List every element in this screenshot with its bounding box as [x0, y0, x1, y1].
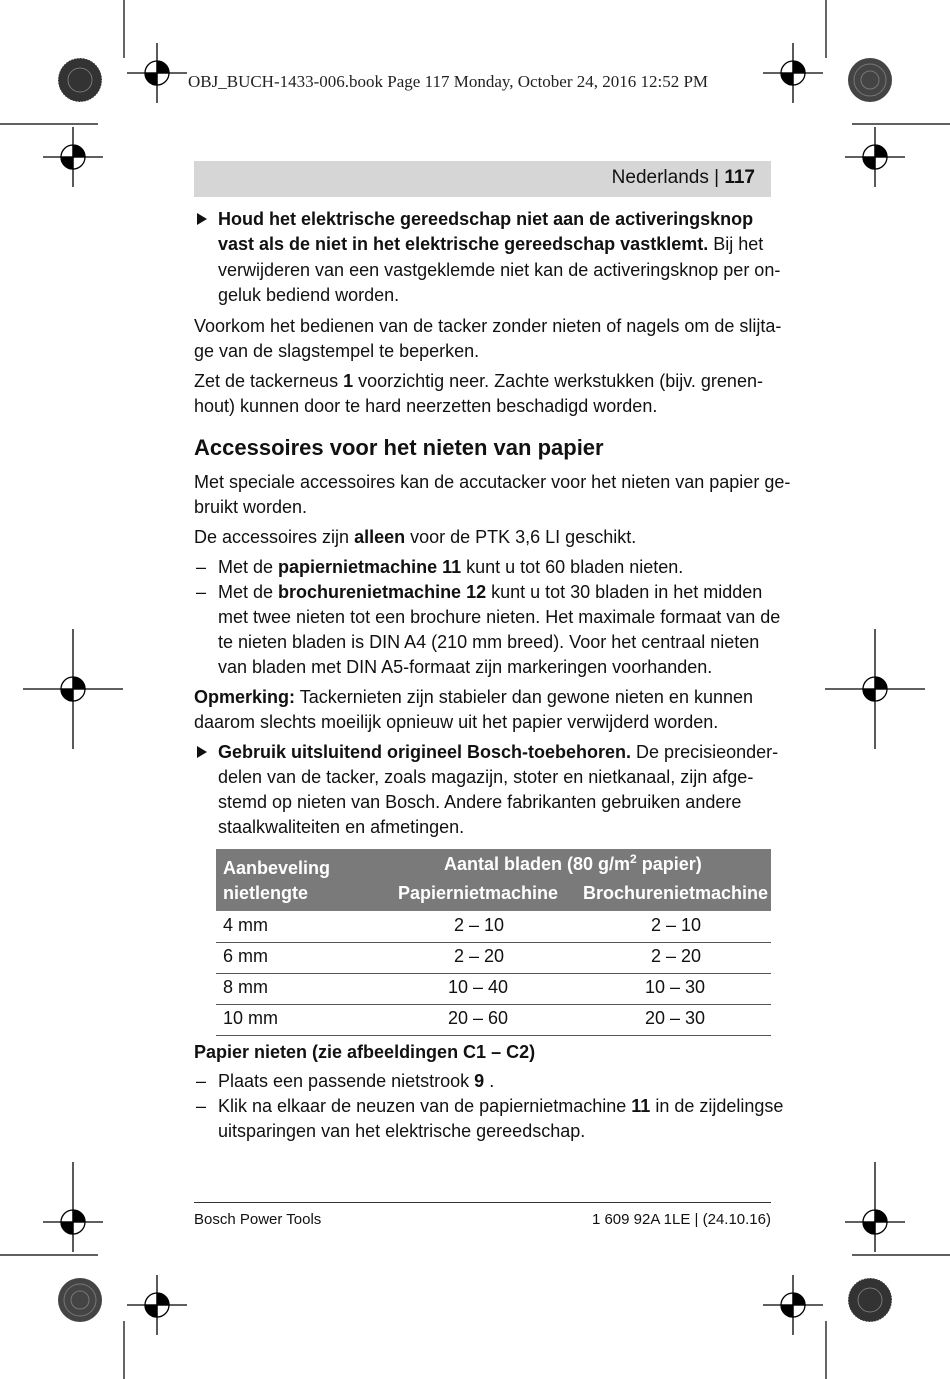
para4: De accessoires zijn alleen voor de PTK 3,6 LI geschikt. — [194, 527, 637, 547]
footer-right: 1 609 92A 1LE | (24.10.16) — [591, 1211, 771, 1228]
page-header-bar — [194, 161, 771, 197]
para2-line2: hout) kunnen door te hard neerzetten beschadigd worden. — [194, 396, 658, 416]
para1-line1: Voorkom het bedienen van de tacker zonder nieten of nagels om de slijta- — [194, 316, 782, 336]
warning2-line1: Gebruik uitsluitend origineel Bosch-toebehoren. De precisieonder- — [218, 742, 779, 762]
col1-header-line2: nietlengte — [223, 883, 309, 903]
page-header: Nederlands | 117 — [611, 167, 755, 188]
warning1-line3: verwijderen van een vastgeklemde niet kan de activeringsknop per on- — [218, 260, 781, 280]
header-language: Nederlands — [611, 167, 709, 188]
list1-item2-line3: te nieten bladen is DIN A4 (210 mm breed). Voor het centraal nieten — [218, 632, 760, 652]
bullet-triangle-icon — [197, 213, 207, 225]
section-title: Accessoires voor het nieten van papier — [194, 435, 604, 460]
table-row: 10 mm 20 – 60 20 – 30 — [216, 1004, 771, 1036]
list2-item2-line2: uitsparingen van het elektrische gereedschap. — [218, 1121, 586, 1141]
warning1-line4: geluk bediend worden. — [218, 285, 400, 305]
footer-rule — [194, 1202, 771, 1203]
table-header — [216, 849, 771, 911]
col3-header: Brochurenietmachine — [583, 883, 769, 903]
list-dash: – — [196, 557, 207, 577]
list-dash: – — [196, 1096, 207, 1116]
subheading: Papier nieten (zie afbeeldingen C1 – C2) — [194, 1042, 536, 1062]
footer-left: Bosch Power Tools — [194, 1211, 322, 1228]
list1-item2-line2: met twee nieten tot een brochure nieten. Het maximale formaat van de — [218, 607, 781, 627]
warning1-line2: vast als de niet in het elektrische gereedschap vastklemt. Bij het — [218, 234, 764, 254]
list1-item2-line1: Met de brochurenietmachine 12 kunt u tot 30 bladen in het midden — [218, 582, 763, 602]
group-header: Aantal bladen (80 $g/m^2$ papier) — [444, 852, 702, 874]
table-row: 6 mm 2 – 20 2 – 20 — [216, 942, 771, 974]
para1-line2: ge van de slagstempel te beperken. — [194, 341, 480, 361]
col2-header: Papiernietmachine — [398, 883, 559, 903]
list1-item2-line4: van bladen met DIN A5-formaat zijn markeringen voorhanden. — [218, 657, 713, 677]
warning2-line3: stemd op nieten van Bosch. Andere fabrikanten gebruiken andere — [218, 792, 742, 812]
note-line2: daarom slechts moeilijk opnieuw uit het papier verwijderd worden. — [194, 712, 719, 732]
para2-line1: Zet de tackerneus 1 voorzichtig neer. Zachte werkstukken (bijv. grenen- — [194, 371, 763, 391]
note-line1: Opmerking: Tackernieten zijn stabieler dan gewone nieten en kunnen — [194, 687, 754, 707]
col1-header-line1: Aanbeveling — [223, 858, 331, 878]
bullet-triangle-icon — [197, 746, 207, 758]
page-number: 117 — [724, 167, 755, 188]
para3-line1: Met speciale accessoires kan de accutacker voor het nieten van papier ge- — [194, 472, 791, 492]
warning1-line1: Houd het elektrische gereedschap niet aan de activeringsknop — [218, 209, 754, 229]
para3-line2: bruikt worden. — [194, 497, 308, 517]
list-dash: – — [196, 1071, 207, 1091]
warning2-line4: staalkwaliteiten en afmetingen. — [218, 817, 465, 837]
table-row: 8 mm 10 – 40 10 – 30 — [216, 973, 771, 1005]
list2-item2-line1: Klik na elkaar de neuzen van de papiernietmachine 11 in de zijdelingse — [218, 1096, 784, 1116]
list-dash: – — [196, 582, 207, 602]
table-row: 4 mm 2 – 10 2 – 10 — [216, 911, 771, 943]
file-slug: OBJ_BUCH-1433-006.book Page 117 Monday, October 24, 2016 12:52 PM — [188, 72, 709, 91]
list2-item1: Plaats een passende nietstrook 9 . — [218, 1071, 495, 1091]
warning2-line2: delen van de tacker, zoals magazijn, stoter en nietkanaal, zijn afge- — [218, 767, 754, 787]
list1-item1: Met de papiernietmachine 11 kunt u tot 60 bladen nieten. — [218, 557, 684, 577]
